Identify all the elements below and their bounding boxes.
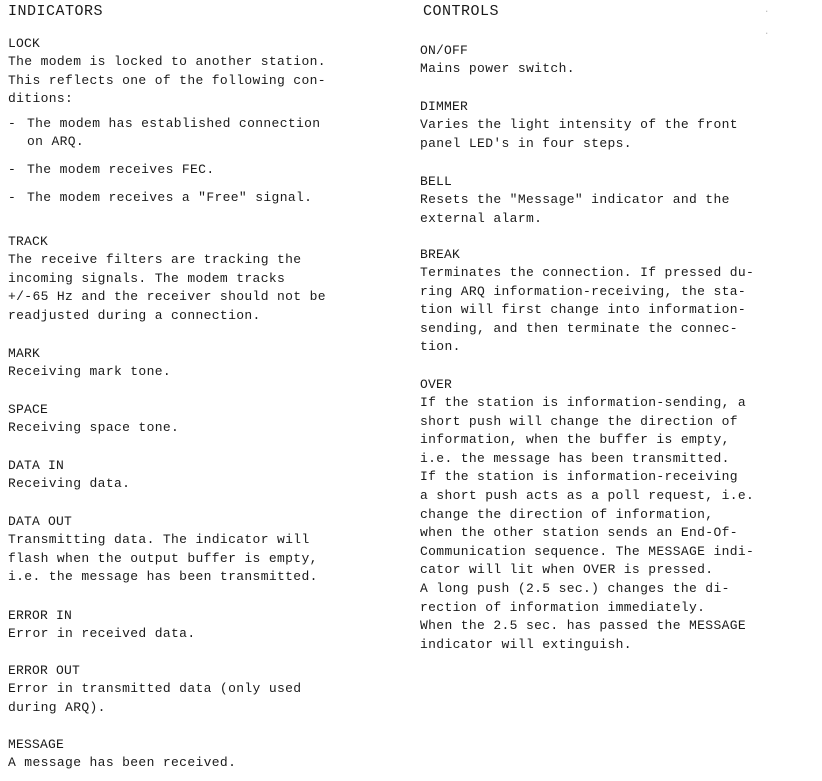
indicators-heading: INDICATORS — [8, 3, 104, 20]
control-term: DIMMER — [420, 99, 469, 114]
indicator-error-out — [8, 662, 408, 717]
indicator-term: LOCK — [8, 36, 41, 51]
indicator-track — [8, 233, 408, 325]
control-dimmer — [420, 98, 820, 153]
list-item-text: The modem receives FEC. — [27, 161, 215, 177]
indicator-desc: The receive filters are tracking the incoming signals. The modem tracks +/-65 Hz and the receiver should not be readjusted during a connection. — [8, 252, 326, 323]
control-term: BREAK — [420, 247, 461, 262]
indicator-desc: A message has been received. — [8, 755, 237, 770]
indicator-term: MESSAGE — [8, 737, 65, 752]
list-item: - The modem receives a "Free" signal. — [8, 189, 408, 208]
indicator-term: ERROR OUT — [8, 663, 81, 678]
control-term: BELL — [420, 174, 453, 189]
control-desc: Varies the light intensity of the front panel LED's in four steps. — [420, 117, 738, 151]
control-desc: Terminates the connection. If pressed du- ring ARQ information-receiving, the sta- tion will first change into information- sending, and then terminate the connec- tion. — [420, 265, 755, 355]
control-term: OVER — [420, 377, 453, 392]
control-desc: Mains power switch. — [420, 61, 575, 76]
control-break — [420, 246, 820, 357]
indicator-mark — [8, 345, 408, 382]
controls-heading: CONTROLS — [423, 3, 500, 20]
indicator-term: TRACK — [8, 234, 49, 249]
indicator-desc: The modem is locked to another station. This reflects one of the following con- ditions: — [8, 54, 326, 107]
indicator-desc: Receiving data. — [8, 476, 131, 491]
list-item-text: The modem has established connection on ARQ. — [27, 115, 321, 150]
scan-speck: · — [764, 7, 770, 17]
list-item: - The modem receives FEC. — [8, 161, 408, 180]
indicator-message — [8, 736, 408, 773]
indicator-desc: Receiving space tone. — [8, 420, 180, 435]
control-desc: Resets the "Message" indicator and the external alarm. — [420, 192, 730, 226]
list-item: - The modem has established connection on ARQ. — [8, 115, 408, 152]
control-on-off — [420, 42, 820, 79]
indicator-desc: Error in received data. — [8, 626, 196, 641]
indicator-data-out — [8, 513, 408, 587]
indicator-term: SPACE — [8, 402, 49, 417]
indicator-term: MARK — [8, 346, 41, 361]
indicator-data-in — [8, 457, 408, 494]
indicator-desc: Error in transmitted data (only used during ARQ). — [8, 681, 302, 715]
indicator-term: DATA IN — [8, 458, 65, 473]
control-desc: If the station is information-sending, a short push will change the direction of information, when the buffer is empty, i.e. the message has been transmitted. If the station is information-receiving a short push acts as a poll request, i.e. change the direction of information, when the other station sends an End-Of- Communication sequence. The MESSAGE indi- cator will lit when OVER is pressed. A long push (2.5 sec.) changes the di- rection of information immediately. When the 2.5 sec. has passed the MESSAGE indicator will extinguish. — [420, 395, 755, 652]
indicator-space — [8, 401, 408, 438]
control-term: ON/OFF — [420, 43, 469, 58]
scan-speck: · — [764, 29, 770, 39]
list-item-text: The modem receives a "Free" signal. — [27, 189, 313, 205]
indicator-term: DATA OUT — [8, 514, 73, 529]
indicator-error-in — [8, 607, 408, 644]
indicator-desc: Receiving mark tone. — [8, 364, 172, 379]
control-over — [420, 376, 820, 654]
indicator-lock — [8, 35, 408, 216]
lock-conditions-list — [8, 115, 408, 207]
control-bell — [420, 173, 820, 228]
indicator-term: ERROR IN — [8, 608, 73, 623]
indicator-desc: Transmitting data. The indicator will flash when the output buffer is empty, i.e. the message has been transmitted. — [8, 532, 318, 585]
